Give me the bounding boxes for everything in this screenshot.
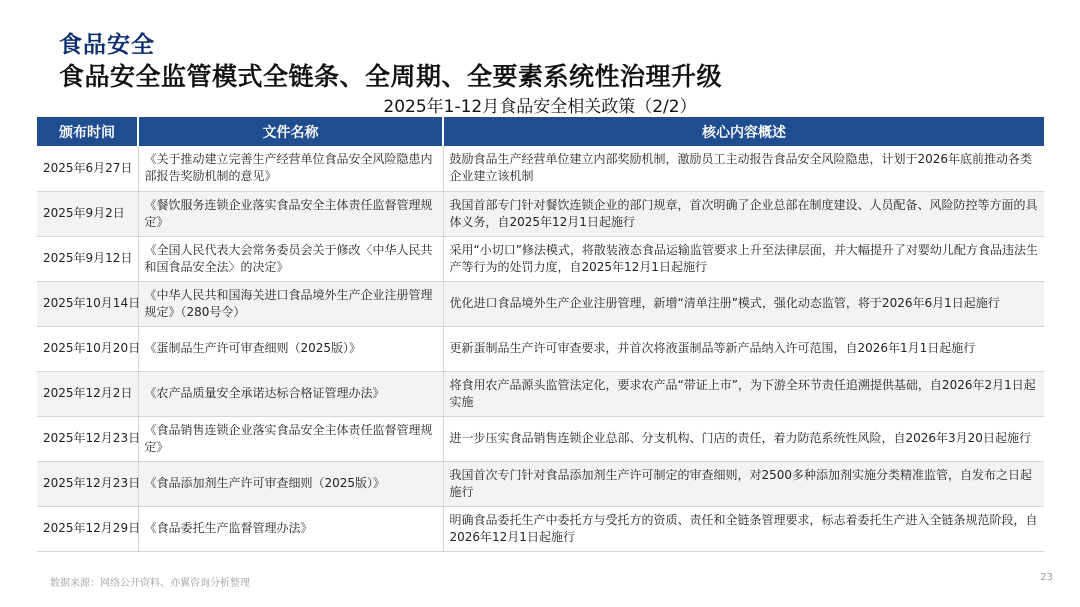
policy-title: 《餐饮服务连锁企业落实食品安全主体责任监督管理规定》 — [138, 191, 443, 236]
column-header-summary: 核心内容概述 — [443, 117, 1044, 146]
table-row — [37, 371, 1044, 416]
policy-title: 《关于推动建立完善生产经营单位食品安全风险隐患内部报告奖励机制的意见》 — [138, 146, 443, 191]
policy-title: 《蛋制品生产许可审查细则（2025版）》 — [138, 326, 443, 371]
policy-title: 《中华人民共和国海关进口食品境外生产企业注册管理规定》（280号令） — [138, 281, 443, 326]
table-row — [37, 506, 1044, 551]
policy-summary: 更新蛋制品生产许可审查要求，并首次将液蛋制品等新产品纳入许可范围，自2026年1月1日起施行 — [443, 326, 1044, 371]
policy-date: 2025年9月12日 — [37, 236, 138, 281]
policy-date: 2025年12月23日 — [37, 416, 138, 461]
source-note: 数据来源：网络公开资料、亦翼咨询分析整理 — [50, 578, 250, 589]
policy-date: 2025年12月23日 — [37, 461, 138, 506]
table-row — [37, 191, 1044, 236]
table-row — [37, 461, 1044, 506]
table-row — [37, 416, 1044, 461]
page-number: 23 — [1040, 572, 1053, 583]
column-header-title: 文件名称 — [138, 117, 443, 146]
policy-title: 《食品销售连锁企业落实食品安全主体责任监督管理规定》 — [138, 416, 443, 461]
policy-title: 《农产品质量安全承诺达标合格证管理办法》 — [138, 371, 443, 416]
policy-table — [37, 117, 1044, 552]
policy-summary: 优化进口食品境外生产企业注册管理，新增“清单注册”模式，强化动态监管，将于2026年6月1日起施行 — [443, 281, 1044, 326]
policy-summary: 进一步压实食品销售连锁企业总部、分支机构、门店的责任，着力防范系统性风险，自2026年3月20日起施行 — [443, 416, 1044, 461]
page-title: 食品安全监管模式全链条、全周期、全要素系统性治理升级 — [59, 62, 723, 91]
table-row — [37, 281, 1044, 326]
table-row — [37, 146, 1044, 191]
policy-summary: 采用“小切口”修法模式，将散装液态食品运输监管要求上升至法律层面，并大幅提升了对婴幼儿配方食品违法生产等行为的处罚力度，自2025年12月1日起施行 — [443, 236, 1044, 281]
policy-summary: 将食用农产品源头监管法定化，要求农产品“带证上市”，为下游全环节责任追溯提供基础，自2026年2月1日起实施 — [443, 371, 1044, 416]
policy-summary: 我国首次专门针对食品添加剂生产许可制定的审查细则，对2500多种添加剂实施分类精准监管，自发布之日起施行 — [443, 461, 1044, 506]
policy-title: 《食品添加剂生产许可审查细则（2025版）》 — [138, 461, 443, 506]
policy-summary: 明确食品委托生产中委托方与受托方的资质、责任和全链条管理要求，标志着委托生产进入全链条规范阶段，自2026年12月1日起施行 — [443, 506, 1044, 551]
policy-date: 2025年12月2日 — [37, 371, 138, 416]
policy-date: 2025年10月14日 — [37, 281, 138, 326]
policy-date: 2025年10月20日 — [37, 326, 138, 371]
policy-title: 《全国人民代表大会常务委员会关于修改〈中华人民共和国食品安全法〉的决定》 — [138, 236, 443, 281]
policy-date: 2025年9月2日 — [37, 191, 138, 236]
table-row — [37, 236, 1044, 281]
table-caption: 2025年1-12月食品安全相关政策（2/2） — [383, 97, 697, 117]
policy-title: 《食品委托生产监督管理办法》 — [138, 506, 443, 551]
table-header-row — [37, 117, 1044, 146]
table-row — [37, 326, 1044, 371]
policy-date: 2025年6月27日 — [37, 146, 138, 191]
policy-date: 2025年12月29日 — [37, 506, 138, 551]
policy-summary: 鼓励食品生产经营单位建立内部奖励机制，激励员工主动报告食品安全风险隐患，计划于2026年底前推动各类企业建立该机制 — [443, 146, 1044, 191]
policy-summary: 我国首部专门针对餐饮连锁企业的部门规章，首次明确了企业总部在制度建设、人员配备、风险防控等方面的具体义务，自2025年12月1日起施行 — [443, 191, 1044, 236]
column-header-date: 颁布时间 — [37, 117, 138, 146]
category-title: 食品安全 — [59, 32, 155, 58]
